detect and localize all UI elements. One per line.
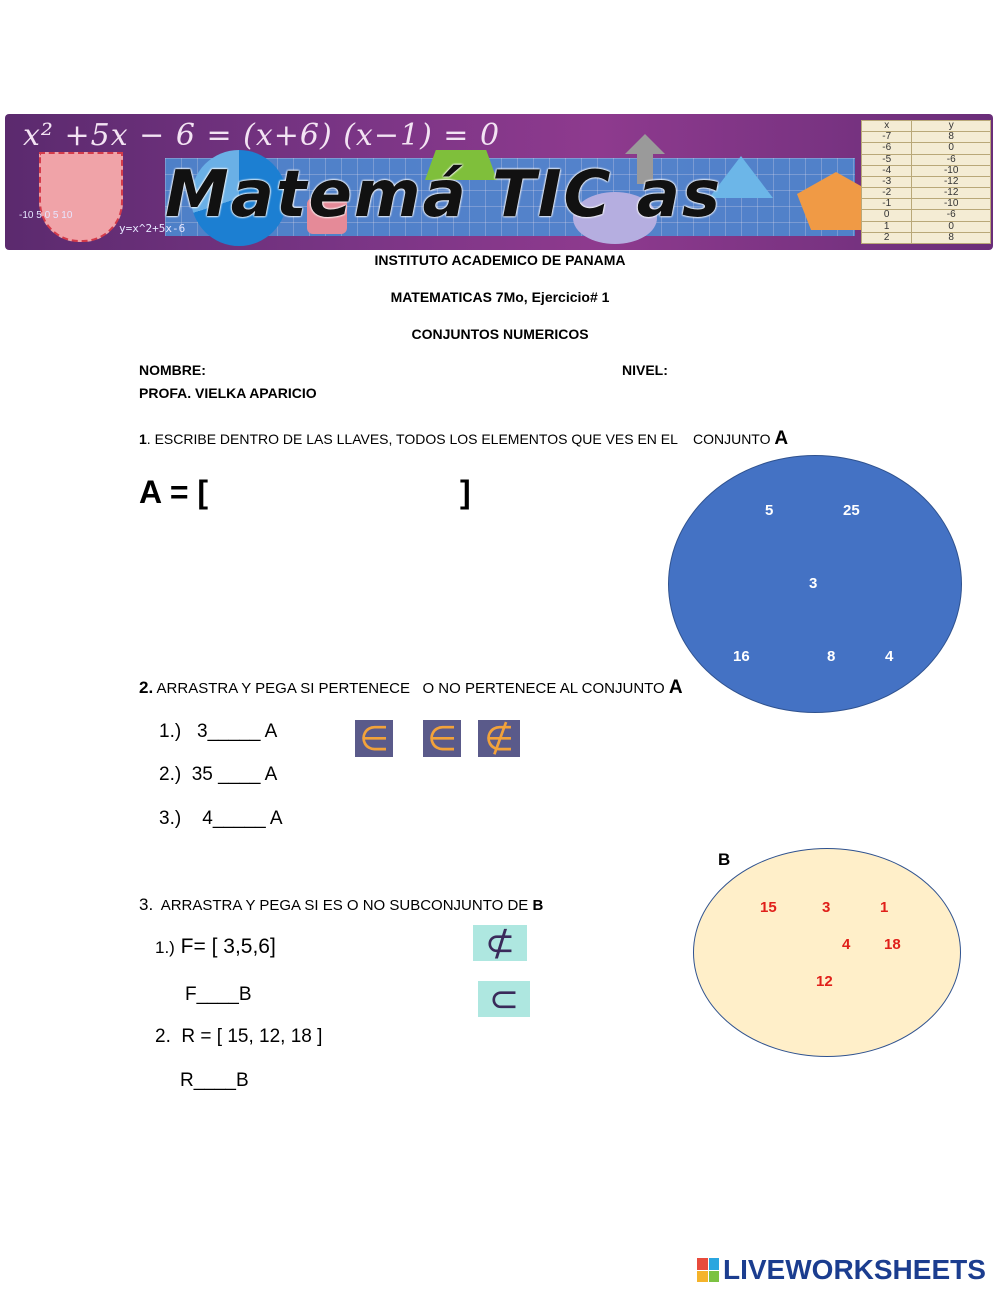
liveworksheets-logo — [697, 1255, 986, 1285]
element-of-tile[interactable]: ∈ — [355, 720, 393, 757]
level-label: NIVEL: — [622, 362, 668, 378]
name-label: NOMBRE: — [139, 362, 206, 378]
institute-heading: INSTITUTO ACADEMICO DE PANAMA — [374, 252, 626, 268]
table-cell: -10 — [912, 199, 991, 210]
table-cell: 2 — [862, 232, 912, 243]
question-2 — [139, 677, 683, 699]
answer-set-close: ] — [460, 474, 471, 510]
course-heading: MATEMATICAS 7Mo, Ejercicio# 1 — [390, 289, 610, 305]
set-b-element: 15 — [760, 899, 777, 916]
table-header-y: y — [912, 121, 991, 132]
set-a-element: 8 — [827, 648, 836, 665]
question-3-number: 3. — [139, 895, 154, 914]
answer-set-open: A = [ — [139, 474, 209, 510]
set-a-element: 5 — [765, 502, 774, 519]
subset-item-2: 2. R = [ 15, 12, 18 ] — [155, 1026, 323, 1047]
question-2-text: ARRASTRA Y PEGA SI PERTENECE O NO PERTENECE AL CONJUNTO — [153, 680, 669, 697]
element-of-tile[interactable]: ∈ — [423, 720, 461, 757]
table-cell: 1 — [862, 221, 912, 232]
table-cell: 8 — [912, 232, 991, 243]
liveworksheets-icon — [697, 1258, 719, 1282]
subset-item-2-blank: R____B — [180, 1070, 249, 1091]
set-b-element: 12 — [816, 973, 833, 990]
question-1 — [139, 428, 788, 450]
question-2-set-letter: A — [668, 677, 683, 698]
table-cell: -2 — [862, 188, 912, 199]
set-a-element: 3 — [809, 575, 818, 592]
banner-equation: x² +5x − 6 = (x+6) (x−1) = 0 — [23, 118, 501, 153]
set-b-diagram — [693, 848, 961, 1057]
membership-item-1: 1.) 3_____ A — [159, 721, 278, 742]
function-label: y=x^2+5x-6 — [119, 222, 186, 235]
table-cell: -6 — [912, 210, 991, 221]
table-header-x: x — [862, 121, 912, 132]
question-1-set-letter: A — [774, 428, 789, 449]
table-cell: -12 — [912, 176, 991, 187]
set-b-element: 3 — [822, 899, 831, 916]
question-3-text: ARRASTRA Y PEGA SI ES O NO SUBCONJUNTO DE — [153, 897, 533, 914]
set-a-element: 4 — [885, 648, 894, 665]
set-b-element: 18 — [884, 936, 901, 953]
table-cell: -12 — [912, 188, 991, 199]
subset-item-1-text: F= [ 3,5,6] — [174, 935, 276, 958]
subset-item-1-number: 1.) — [155, 938, 175, 957]
question-2-number: 2. — [139, 678, 154, 697]
question-3 — [139, 895, 543, 915]
subset-item-1 — [155, 935, 276, 959]
not-subset-tile[interactable]: ⊄ — [473, 925, 527, 961]
not-element-of-tile[interactable]: ∉ — [478, 720, 520, 757]
question-1-number: 1 — [139, 431, 147, 447]
subset-item-1-blank: F____B — [185, 984, 252, 1005]
parabola-graphic — [39, 152, 123, 242]
xy-value-table — [861, 120, 991, 244]
table-cell: -6 — [912, 154, 991, 165]
subset-tile[interactable]: ⊂ — [478, 981, 530, 1017]
banner-title: Matemá TIC as — [165, 158, 723, 232]
set-b-element: 1 — [880, 899, 889, 916]
set-b-element: 4 — [842, 936, 851, 953]
topic-heading: CONJUNTOS NUMERICOS — [411, 326, 589, 342]
liveworksheets-wordmark: LIVEWORKSHEETS — [723, 1254, 986, 1285]
table-cell: 8 — [912, 132, 991, 143]
set-a-element: 16 — [733, 648, 750, 665]
membership-item-3: 3.) 4_____ A — [159, 808, 283, 829]
table-cell: 0 — [912, 143, 991, 154]
table-cell: -7 — [862, 132, 912, 143]
set-a-element: 25 — [843, 502, 860, 519]
membership-item-2: 2.) 35 ____ A — [159, 764, 278, 785]
table-cell: 0 — [862, 210, 912, 221]
set-a-diagram — [668, 455, 962, 713]
question-1-text: . ESCRIBE DENTRO DE LAS LLAVES, TODOS LOS ELEMENTOS QUE VES EN EL CONJUNTO — [146, 431, 775, 447]
table-cell: 0 — [912, 221, 991, 232]
table-cell: -10 — [912, 165, 991, 176]
table-cell: -4 — [862, 165, 912, 176]
question-3-set-letter: B — [532, 897, 544, 914]
set-b-label: B — [718, 850, 731, 869]
teacher-name: PROFA. VIELKA APARICIO — [139, 385, 317, 401]
table-cell: -3 — [862, 176, 912, 187]
header-banner — [5, 114, 993, 250]
table-cell: -5 — [862, 154, 912, 165]
axis-numbers: -10 5 0 5 10 — [19, 210, 73, 221]
table-cell: -6 — [862, 143, 912, 154]
table-cell: -1 — [862, 199, 912, 210]
